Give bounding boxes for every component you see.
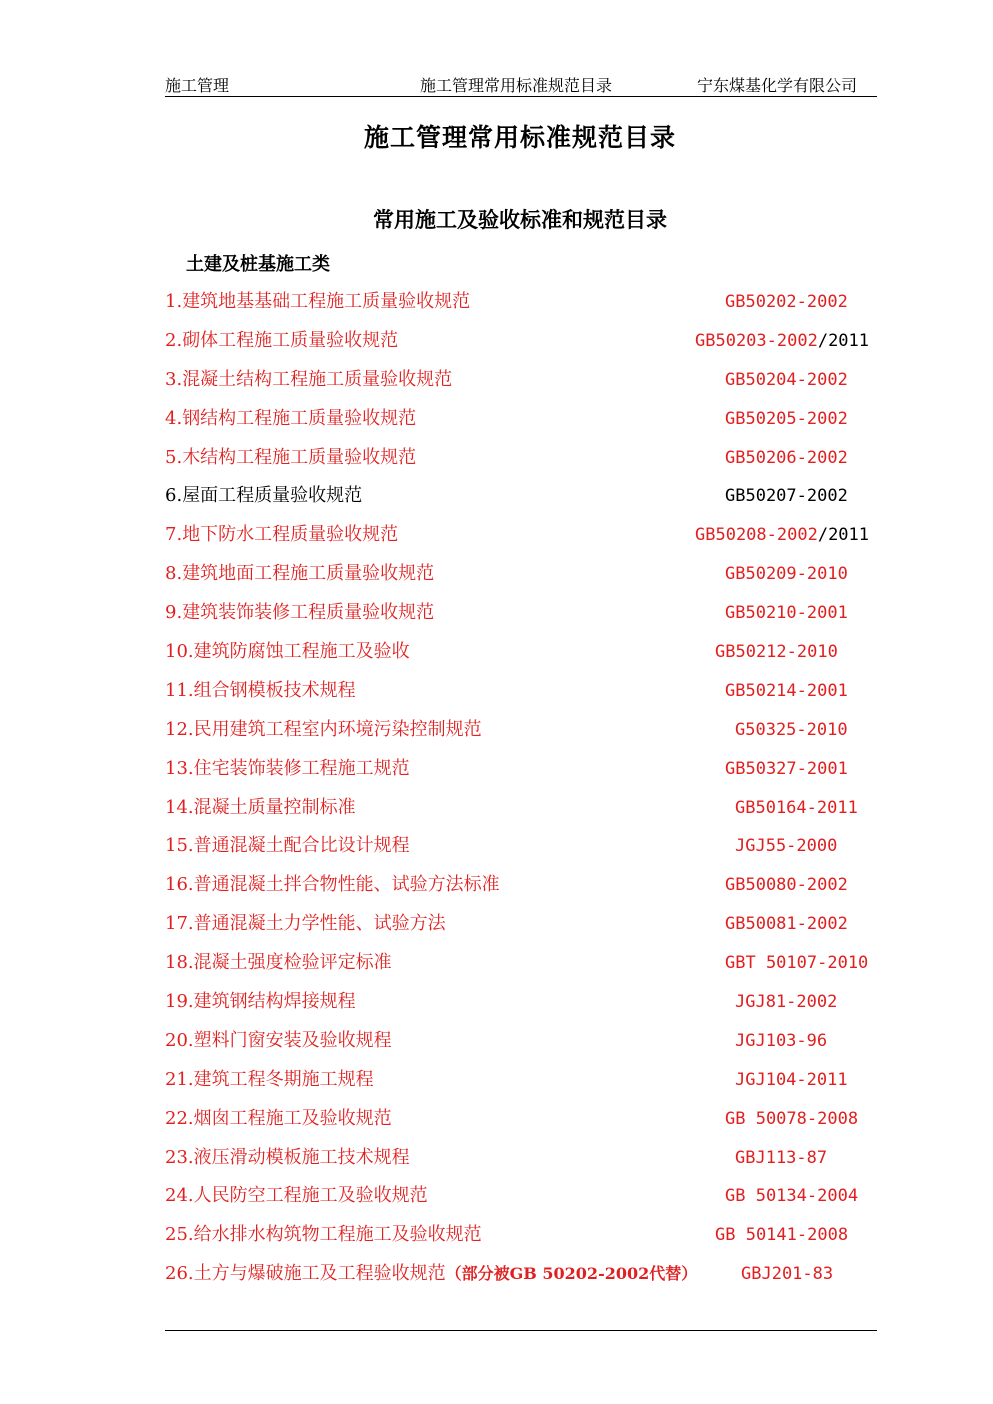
standard-name [165,287,470,317]
list-item [165,1026,877,1065]
item-number: 4. [165,407,183,429]
item-number: 19. [165,991,194,1013]
item-number: 16. [165,874,194,896]
footer-divider [165,1330,877,1331]
item-number: 15. [165,835,194,857]
standard-code: GBJ201-83 [741,1264,834,1285]
standard-code: G50325-2010 [735,719,848,740]
item-title: 普通混凝土力学性能、试验方法 [193,913,446,935]
list-item [165,443,877,482]
standard-code: GB50204-2002 [725,369,848,390]
standard-code: JGJ104-2011 [735,1069,848,1090]
item-number: 13. [165,757,194,779]
list-item [165,1181,877,1220]
standards-list [165,287,877,1298]
standard-code: GB50202-2002 [725,292,848,312]
standard-code: GB50210-2001 [725,603,848,624]
standard-name [165,1104,392,1134]
item-title: 液压滑动模板施工技术规程 [193,1146,410,1168]
standard-name [165,1065,374,1095]
standard-code: GB50208-2002/2011 [695,525,870,546]
page-header [165,70,877,97]
item-title: 民用建筑工程室内环境污染控制规范 [193,718,482,740]
standard-name [165,637,410,667]
list-item [165,831,877,870]
item-title: 建筑装饰装修工程质量验收规范 [182,602,435,624]
standard-code: JGJ103-96 [735,1030,828,1051]
item-number: 12. [165,718,194,740]
item-title: 人民防空工程施工及验收规范 [193,1185,428,1207]
item-number: 11. [165,679,194,701]
item-number: 18. [165,952,194,974]
standard-code: GB50327-2001 [725,758,848,779]
list-item [165,754,877,793]
standard-name [165,870,500,900]
standard-code: GB50080-2002 [725,875,848,896]
list-item [165,1104,877,1143]
standard-name [165,715,482,745]
list-item [165,559,877,598]
standard-name [165,1026,392,1056]
item-note: （部分被GB 50202-2002代替） [445,1264,698,1284]
standard-name [165,793,356,823]
standard-name [165,948,392,978]
document-subtitle: 常用施工及验收标准和规范目录 [373,207,667,232]
standard-name [165,909,446,939]
list-item [165,793,877,832]
list-item [165,520,877,559]
standard-name [165,481,362,511]
standard-code: GB50164-2011 [735,797,858,818]
item-title: 木结构工程施工质量验收规范 [182,446,417,468]
standard-code: GB50205-2002 [725,408,848,429]
standard-code: GB 50134-2004 [725,1186,859,1207]
standard-name [165,1259,697,1289]
item-number: 6. [165,485,183,507]
standard-code: JGJ81-2002 [735,992,838,1013]
item-number: 1. [165,291,183,312]
item-title: 普通混凝土配合比设计规程 [193,835,410,857]
item-title: 建筑工程冬期施工规程 [193,1068,374,1090]
item-title: 普通混凝土拌合物性能、试验方法标准 [193,874,500,896]
standard-code: GB50203-2002/2011 [695,330,870,351]
standard-code: GB 50078-2008 [725,1108,859,1129]
standard-name [165,443,416,473]
standard-name [165,365,452,395]
item-number: 2. [165,329,183,351]
standard-code: GB50212-2010 [715,642,838,663]
standard-name [165,831,410,861]
standard-name [165,404,416,434]
list-item [165,404,877,443]
item-title: 建筑钢结构焊接规程 [193,991,356,1013]
standard-name [165,754,410,784]
standard-name [165,987,356,1017]
list-item [165,326,877,365]
list-item [165,1220,877,1259]
item-number: 24. [165,1185,194,1207]
standard-name [165,559,434,589]
list-item [165,481,877,520]
item-number: 9. [165,602,183,624]
list-item [165,287,877,326]
item-title: 屋面工程质量验收规范 [182,485,363,507]
item-number: 20. [165,1029,194,1051]
item-number: 3. [165,368,183,390]
standard-code: GB50207-2002 [725,486,848,507]
item-number: 14. [165,796,194,818]
item-number: 17. [165,913,194,935]
item-number: 5. [165,446,183,468]
standard-code: JGJ55-2000 [735,836,838,857]
item-title: 建筑地基基础工程施工质量验收规范 [182,291,471,312]
header-center-text: 施工管理常用标准规范目录 [420,76,613,95]
item-title: 地下防水工程质量验收规范 [182,524,399,546]
list-item [165,676,877,715]
list-item [165,637,877,676]
item-title: 钢结构工程施工质量验收规范 [182,407,417,429]
list-item [165,598,877,637]
standard-code: GB50214-2001 [725,680,848,701]
standard-code: GBT 50107-2010 [725,953,869,974]
standard-name [165,326,398,356]
item-title: 砌体工程施工质量验收规范 [182,329,399,351]
list-item [165,909,877,948]
standard-code: GB50209-2010 [725,564,848,585]
item-title: 建筑防腐蚀工程施工及验收 [193,641,410,663]
item-title: 塑料门窗安装及验收规程 [193,1029,392,1051]
list-item [165,948,877,987]
item-number: 23. [165,1146,194,1168]
header-right-text: 宁东煤基化学有限公司 [696,76,857,95]
item-number: 7. [165,524,183,546]
document-title: 施工管理常用标准规范目录 [363,123,676,152]
section-heading: 土建及桩基施工类 [186,254,330,275]
standard-code: GB50206-2002 [725,447,848,468]
item-number: 21. [165,1068,194,1090]
header-left-text: 施工管理 [165,76,230,95]
item-title: 烟囱工程施工及验收规范 [193,1107,392,1129]
item-title: 给水排水构筑物工程施工及验收规范 [193,1224,482,1246]
item-title: 住宅装饰装修工程施工规范 [193,757,410,779]
standard-code: GBJ113-87 [735,1147,828,1168]
list-item [165,870,877,909]
item-title: 建筑地面工程施工质量验收规范 [182,563,435,585]
standard-code: GB 50141-2008 [715,1225,849,1246]
item-number: 10. [165,641,194,663]
item-title: 土方与爆破施工及工程验收规范 [193,1263,446,1285]
item-title: 混凝土质量控制标准 [193,796,356,818]
item-number: 25. [165,1224,194,1246]
list-item [165,1143,877,1182]
list-item [165,715,877,754]
list-item [165,365,877,404]
item-title: 组合钢模板技术规程 [193,679,356,701]
list-item [165,1259,877,1298]
list-item [165,1065,877,1104]
item-title: 混凝土结构工程施工质量验收规范 [182,368,453,390]
item-number: 8. [165,563,183,585]
standard-name [165,1143,410,1173]
standard-name [165,520,398,550]
standard-code: GB50081-2002 [725,914,848,935]
item-title: 混凝土强度检验评定标准 [193,952,392,974]
standard-name [165,1181,428,1211]
standard-name [165,676,356,706]
standard-name [165,598,434,628]
item-number: 22. [165,1107,194,1129]
item-number: 26. [165,1263,194,1285]
list-item [165,987,877,1026]
standard-name [165,1220,482,1250]
